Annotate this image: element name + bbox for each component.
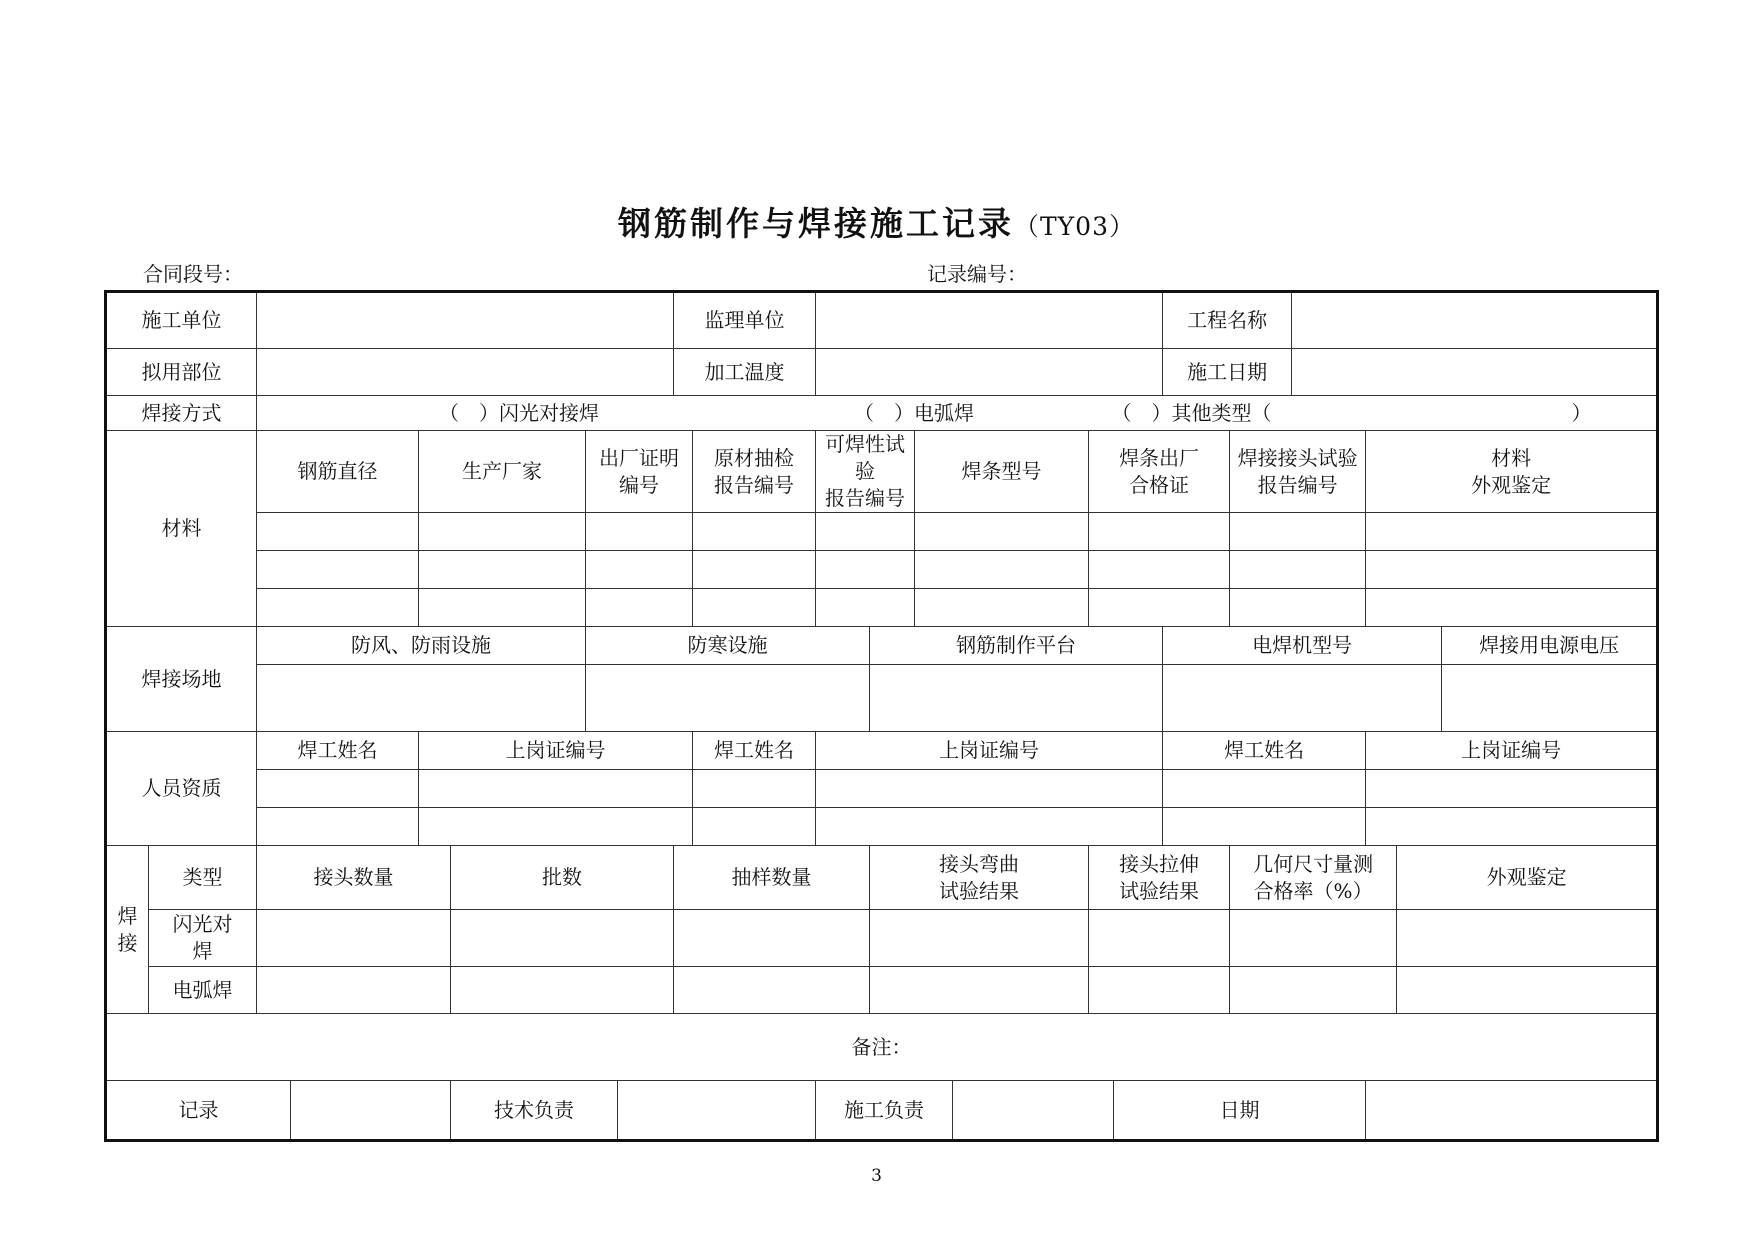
site-header-wind-rain-protection: 防风、防雨设施 bbox=[257, 627, 586, 665]
materials-cell[interactable] bbox=[915, 513, 1089, 551]
materials-cell[interactable] bbox=[1230, 589, 1366, 627]
remarks-row bbox=[106, 1014, 1658, 1081]
materials-header-electrode-model: 焊条型号 bbox=[915, 431, 1089, 513]
materials-header-rebar-diameter: 钢筋直径 bbox=[257, 431, 419, 513]
row-units bbox=[106, 292, 1658, 349]
personnel-cell[interactable] bbox=[257, 770, 419, 808]
materials-header-joint-test-report-no: 焊接接头试验 报告编号 bbox=[1230, 431, 1366, 513]
supervision-unit-label: 监理单位 bbox=[674, 292, 816, 349]
personnel-cell[interactable] bbox=[257, 808, 419, 846]
materials-cell[interactable] bbox=[1230, 551, 1366, 589]
welding-cell[interactable] bbox=[674, 967, 870, 1014]
record-signature-field[interactable] bbox=[291, 1081, 451, 1141]
option-arc-welding[interactable]: （ ）电弧焊 bbox=[854, 400, 975, 425]
site-header-cold-protection: 防寒设施 bbox=[586, 627, 870, 665]
welding-cell[interactable] bbox=[1089, 967, 1230, 1014]
materials-cell[interactable] bbox=[1366, 589, 1658, 627]
tech-lead-signature-field[interactable] bbox=[618, 1081, 816, 1141]
materials-cell[interactable] bbox=[257, 589, 419, 627]
personnel-header-welder-name: 焊工姓名 bbox=[257, 732, 419, 770]
personnel-data-row bbox=[106, 770, 1658, 808]
materials-header-row bbox=[106, 431, 1658, 513]
materials-cell[interactable] bbox=[816, 513, 915, 551]
title-main: 钢筋制作与焊接施工记录 bbox=[618, 204, 1014, 243]
materials-data-row bbox=[106, 513, 1658, 551]
construction-date-field[interactable] bbox=[1292, 349, 1658, 396]
site-header-rebar-platform: 钢筋制作平台 bbox=[870, 627, 1163, 665]
materials-cell[interactable] bbox=[816, 589, 915, 627]
welding-type-flash-butt: 闪光对 焊 bbox=[149, 910, 257, 967]
option-flash-butt-welding[interactable]: （ ）闪光对接焊 bbox=[439, 400, 600, 425]
tech-lead-label: 技术负责 bbox=[451, 1081, 618, 1141]
personnel-cell[interactable] bbox=[693, 808, 816, 846]
welding-cell[interactable] bbox=[870, 967, 1089, 1014]
welding-cell[interactable] bbox=[451, 910, 674, 967]
welding-type-label: 类型 bbox=[149, 846, 257, 910]
materials-header-sample-report-no: 原材抽检 报告编号 bbox=[693, 431, 816, 513]
materials-data-row bbox=[106, 551, 1658, 589]
title-code: （TY03） bbox=[1014, 212, 1135, 241]
construction-unit-label: 施工单位 bbox=[106, 292, 257, 349]
construction-unit-field[interactable] bbox=[257, 292, 674, 349]
personnel-header-welder-name: 焊工姓名 bbox=[1163, 732, 1366, 770]
signature-row bbox=[106, 1081, 1658, 1141]
materials-cell[interactable] bbox=[586, 551, 693, 589]
materials-cell[interactable] bbox=[693, 589, 816, 627]
remarks-field[interactable] bbox=[106, 1014, 1658, 1081]
site-cell[interactable] bbox=[257, 665, 586, 732]
welding-cell[interactable] bbox=[1397, 910, 1658, 967]
row-position bbox=[106, 349, 1658, 396]
personnel-cell[interactable] bbox=[816, 770, 1163, 808]
materials-label: 材料 bbox=[106, 431, 257, 627]
materials-cell[interactable] bbox=[915, 589, 1089, 627]
welding-header-joint-count: 接头数量 bbox=[257, 846, 451, 910]
materials-cell[interactable] bbox=[1366, 551, 1658, 589]
supervision-unit-field[interactable] bbox=[816, 292, 1163, 349]
welding-method-options bbox=[257, 396, 1658, 431]
materials-cell[interactable] bbox=[419, 551, 586, 589]
welding-row-flash bbox=[106, 910, 1658, 967]
personnel-cell[interactable] bbox=[1366, 770, 1658, 808]
site-header-power-voltage: 焊接用电源电压 bbox=[1442, 627, 1658, 665]
welding-header-row bbox=[106, 846, 1658, 910]
materials-cell[interactable] bbox=[257, 551, 419, 589]
materials-cell[interactable] bbox=[1089, 513, 1230, 551]
option-other-type[interactable]: （ ）其他类型（ bbox=[1111, 400, 1272, 425]
materials-header-weldability-report-no: 可焊性试验 报告编号 bbox=[816, 431, 915, 513]
record-label: 记录 bbox=[106, 1081, 291, 1141]
site-header-welder-model: 电焊机型号 bbox=[1163, 627, 1442, 665]
welding-cell[interactable] bbox=[1397, 967, 1658, 1014]
welding-header-tensile-test: 接头拉伸 试验结果 bbox=[1089, 846, 1230, 910]
construction-lead-label: 施工负责 bbox=[816, 1081, 953, 1141]
materials-cell[interactable] bbox=[693, 551, 816, 589]
site-header-row bbox=[106, 627, 1658, 665]
materials-cell[interactable] bbox=[419, 513, 586, 551]
construction-date-label: 施工日期 bbox=[1163, 349, 1292, 396]
welding-label: 焊 接 bbox=[106, 846, 149, 1014]
page-number: 3 bbox=[871, 1166, 882, 1186]
welding-header-dimension-pass-rate: 几何尺寸量测 合格率（%） bbox=[1230, 846, 1397, 910]
personnel-label: 人员资质 bbox=[106, 732, 257, 846]
welding-site-label: 焊接场地 bbox=[106, 627, 257, 732]
materials-cell[interactable] bbox=[915, 551, 1089, 589]
materials-cell[interactable] bbox=[257, 513, 419, 551]
welding-cell[interactable] bbox=[1089, 910, 1230, 967]
welding-row-arc bbox=[106, 967, 1658, 1014]
materials-cell[interactable] bbox=[1230, 513, 1366, 551]
other-type-close-paren: ） bbox=[1571, 400, 1592, 425]
welding-cell[interactable] bbox=[451, 967, 674, 1014]
site-cell[interactable] bbox=[586, 665, 870, 732]
project-name-field[interactable] bbox=[1292, 292, 1658, 349]
welding-cell[interactable] bbox=[674, 910, 870, 967]
welding-type-arc: 电弧焊 bbox=[149, 967, 257, 1014]
personnel-header-row bbox=[106, 732, 1658, 770]
personnel-cell[interactable] bbox=[816, 808, 1163, 846]
welding-method-label: 焊接方式 bbox=[106, 396, 257, 431]
construction-lead-signature-field[interactable] bbox=[953, 1081, 1114, 1141]
personnel-header-cert-no: 上岗证编号 bbox=[1366, 732, 1658, 770]
personnel-cell[interactable] bbox=[1163, 808, 1366, 846]
site-cell[interactable] bbox=[1163, 665, 1442, 732]
site-cell[interactable] bbox=[1442, 665, 1658, 732]
materials-cell[interactable] bbox=[816, 551, 915, 589]
welding-header-appearance: 外观鉴定 bbox=[1397, 846, 1658, 910]
contract-number-label: 合同段号： bbox=[143, 262, 243, 286]
materials-cell[interactable] bbox=[1089, 589, 1230, 627]
personnel-data-row bbox=[106, 808, 1658, 846]
intended-position-field[interactable] bbox=[257, 349, 674, 396]
intended-position-label: 拟用部位 bbox=[106, 349, 257, 396]
welding-cell[interactable] bbox=[257, 910, 451, 967]
materials-header-manufacturer: 生产厂家 bbox=[419, 431, 586, 513]
date-label: 日期 bbox=[1114, 1081, 1366, 1141]
welding-header-bend-test: 接头弯曲 试验结果 bbox=[870, 846, 1089, 910]
remarks-label: 备注： bbox=[851, 1034, 912, 1059]
materials-cell[interactable] bbox=[1366, 513, 1658, 551]
materials-header-electrode-cert: 焊条出厂 合格证 bbox=[1089, 431, 1230, 513]
welding-header-sample-count: 抽样数量 bbox=[674, 846, 870, 910]
personnel-header-welder-name: 焊工姓名 bbox=[693, 732, 816, 770]
welding-cell[interactable] bbox=[1230, 910, 1397, 967]
record-number-label: 记录编号： bbox=[927, 262, 1027, 286]
processing-temp-label: 加工温度 bbox=[674, 349, 816, 396]
materials-cell[interactable] bbox=[586, 589, 693, 627]
welding-cell[interactable] bbox=[1230, 967, 1397, 1014]
materials-cell[interactable] bbox=[1089, 551, 1230, 589]
page-title bbox=[0, 198, 1753, 245]
welding-cell[interactable] bbox=[870, 910, 1089, 967]
personnel-cell[interactable] bbox=[1366, 808, 1658, 846]
personnel-cell[interactable] bbox=[693, 770, 816, 808]
personnel-header-cert-no: 上岗证编号 bbox=[816, 732, 1163, 770]
personnel-header-cert-no: 上岗证编号 bbox=[419, 732, 693, 770]
personnel-cell[interactable] bbox=[419, 808, 693, 846]
project-name-label: 工程名称 bbox=[1163, 292, 1292, 349]
personnel-cell[interactable] bbox=[1163, 770, 1366, 808]
site-data-row bbox=[106, 665, 1658, 732]
personnel-cell[interactable] bbox=[419, 770, 693, 808]
materials-cell[interactable] bbox=[586, 513, 693, 551]
materials-header-factory-cert-no: 出厂证明 编号 bbox=[586, 431, 693, 513]
materials-header-appearance: 材料 外观鉴定 bbox=[1366, 431, 1658, 513]
materials-cell[interactable] bbox=[693, 513, 816, 551]
site-cell[interactable] bbox=[870, 665, 1163, 732]
row-welding-method bbox=[106, 396, 1658, 431]
date-field[interactable] bbox=[1366, 1081, 1658, 1141]
record-form-table bbox=[104, 290, 1659, 1142]
materials-cell[interactable] bbox=[419, 589, 586, 627]
processing-temp-field[interactable] bbox=[816, 349, 1163, 396]
welding-cell[interactable] bbox=[257, 967, 451, 1014]
materials-data-row bbox=[106, 589, 1658, 627]
welding-header-batch-count: 批数 bbox=[451, 846, 674, 910]
